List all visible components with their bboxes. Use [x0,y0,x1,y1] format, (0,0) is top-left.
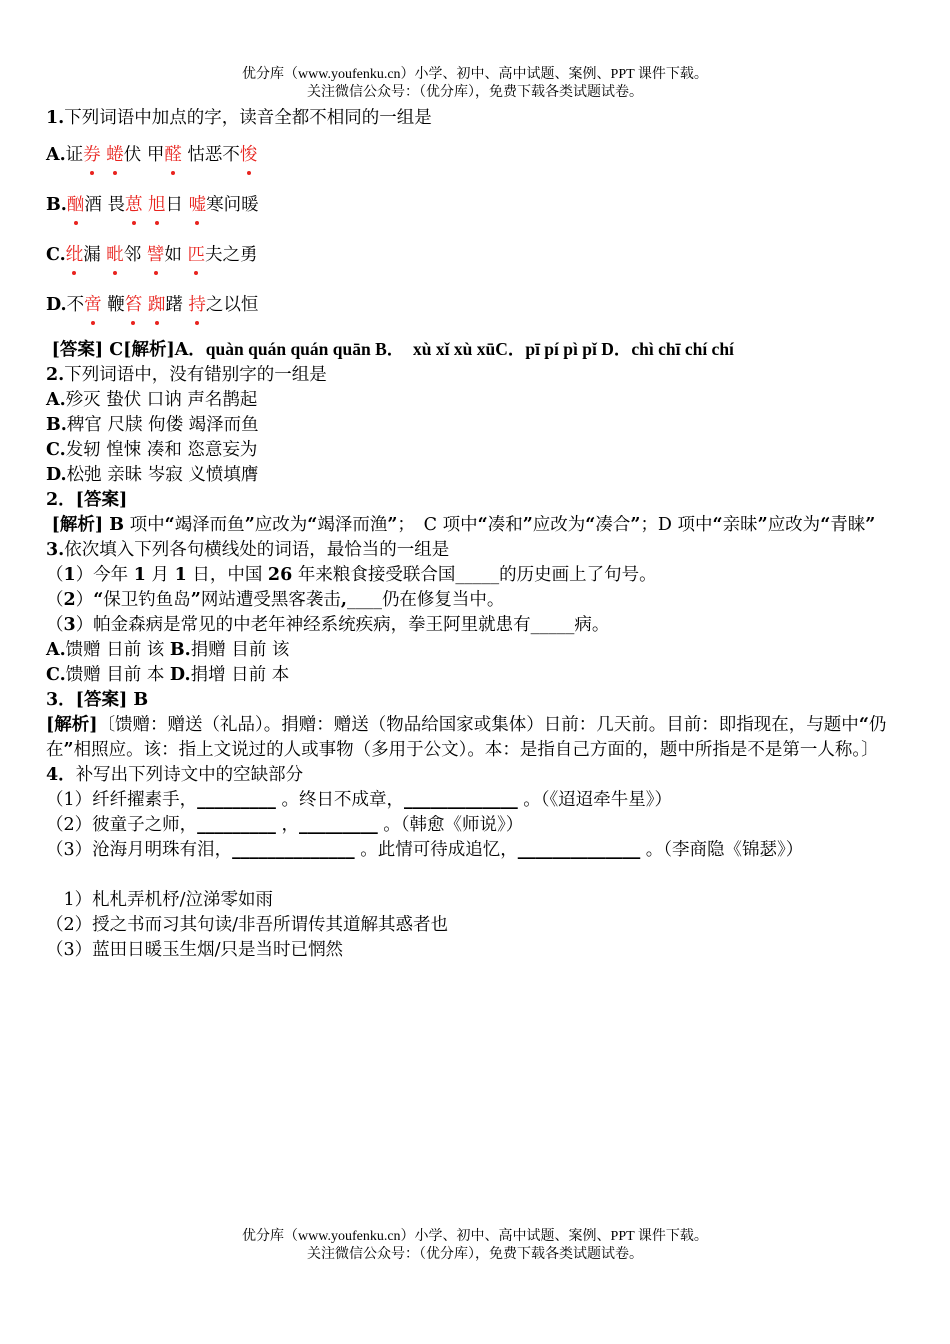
page-footer [0,1228,950,1264]
q2-option-a: A.殄灭 蛰伏 口讷 声名鹊起 [46,390,258,410]
dotted-char: 葸 [125,193,143,218]
option-text: 漏 [83,245,107,265]
q4-answer-2: （2）授之书而习其句读/非吾所谓传其道解其惑者也 [46,915,449,935]
document-body [46,106,906,963]
q4-line-2: （2）彼童子之师，_________ ，_________ 。（韩愈《师说》） [46,815,524,835]
q1-option-c [46,231,906,281]
q4-answer-1: 1）札札弄机杼/泣涕零如雨 [46,890,274,910]
option-text: 之以恒 [205,295,259,315]
q2-stem: 2.下列词语中，没有错别字的一组是 [46,365,327,385]
option-text: 邻 [123,245,147,265]
q3-sentence-2: （2）“保卫钓鱼岛”网站遭受黑客袭击,____仍在修复当中。 [46,590,505,610]
q4-line-3: （3）沧海月明珠有泪，______________ 。此情可待成追忆，______________ 。（李商隐《锦瑟》） [46,840,804,860]
dotted-char: 券 [83,143,101,168]
header-line-2: 关注微信公众号：（优分库），免费下载各类试题试卷。 [307,85,643,100]
dotted-char: 酗 [67,193,85,218]
dotted-char: 持 [188,293,206,318]
q4-answer-3: （3）蓝田日暖玉生烟/只是当时已惘然 [46,940,344,960]
q4-line-1: （1）纤纤擢素手，_________ 。终日不成章，_____________ 。（《迢迢牵牛星》） [46,790,673,810]
q1-option-a [46,131,906,181]
option-text: 证 [65,145,84,165]
q2-answer: 2．[答案] [46,490,128,510]
q3-analysis: [解析]〔馈赠：赠送（礼品）。捐赠：赠送（物品给国家或集体）日前：几天前。目前：即指现在，与题中“仍在”相照应。该：指上文说过的人或事物（多用于公文）。本：是指自己方面的，题中所指是不是第一人称。〕 [46,715,887,760]
option-text: 鞭 [101,295,125,315]
q3-stem: 3.依次填入下列各句横线处的词语，最恰当的一组是 [46,540,450,560]
q2-option-c: C.发轫 惶悚 凑和 恣意妄为 [46,440,258,460]
option-label: A. [46,145,66,165]
dotted-char: 蜷 [106,143,124,168]
dotted-char: 纰 [66,243,84,268]
footer-line-1: 优分库（www.youfenku.cn）小学、初中、高中试题、案例、PPT 课件下载。 [242,1229,708,1244]
q1-option-d [46,281,906,331]
option-text: 如 [164,245,188,265]
dotted-char: 嘘 [189,193,207,218]
option-text: 日 [165,195,189,215]
option-text: 寒问暖 [206,195,259,215]
q3-answer: 3．[答案] B [46,690,149,710]
option-text: 躇 [165,295,189,315]
option-text: 夫之勇 [204,245,258,265]
dotted-char: 醛 [164,143,182,168]
q2-option-d: D.松弛 亲昧 岑寂 义愤填膺 [46,465,259,485]
option-text: 不 [66,295,85,315]
q3-options-cd: C.馈赠 目前 本 D.捐增 日前 本 [46,665,290,685]
header-line-1: 优分库（www.youfenku.cn）小学、初中、高中试题、案例、PPT 课件下载。 [242,67,708,82]
q4-stem: 4．补写出下列诗文中的空缺部分 [46,765,304,785]
option-text: 伏 甲 [123,145,165,165]
dotted-char: 譬 [147,243,165,268]
q1-stem: 1.下列词语中加点的字，读音全都不相同的一组是 [46,108,432,128]
q3-options-ab: A.馈赠 日前 该 B.捐赠 目前 该 [46,640,290,660]
q1-answer: [答案] C[解析]A．quàn quán quán quān B． xù xǐ xù xūC．pī pí pì pǐ D．chì chī chí chí [51,339,734,360]
q3-sentence-3: （3）帕金森病是常见的中老年神经系统疾病，拳王阿里就患有_____病。 [46,615,610,635]
q2-analysis: [解析] B 项中“竭泽而鱼”应改为“竭泽而渔”； C 项中“凑和”应改为“凑合”；D 项中“亲昧”应改为“青睐” [51,515,876,535]
footer-line-2: 关注微信公众号：（优分库），免费下载各类试题试卷。 [307,1247,643,1262]
page-header [0,66,950,102]
option-text: 酒 畏 [84,195,125,215]
q3-sentence-1: （1）今年 1 月 1 日，中国 26 年来粮食接受联合国_____的历史画上了句号。 [46,565,657,585]
q2-option-b: B.稗官 尺牍 佝偻 竭泽而鱼 [46,415,259,435]
dotted-char: 毗 [106,243,124,268]
q1-option-b [46,181,906,231]
dotted-char: 踟 [148,293,166,318]
option-label: C. [46,245,66,265]
dotted-char: 旭 [148,193,166,218]
dotted-char: 啻 [84,293,102,318]
option-label: D. [46,295,67,315]
option-label: B. [46,195,67,215]
option-text: 怙恶不 [181,145,240,165]
dotted-char: 匹 [187,243,205,268]
q1-options [46,131,906,331]
dotted-char: 悛 [240,143,258,168]
dotted-char: 笞 [125,293,143,318]
